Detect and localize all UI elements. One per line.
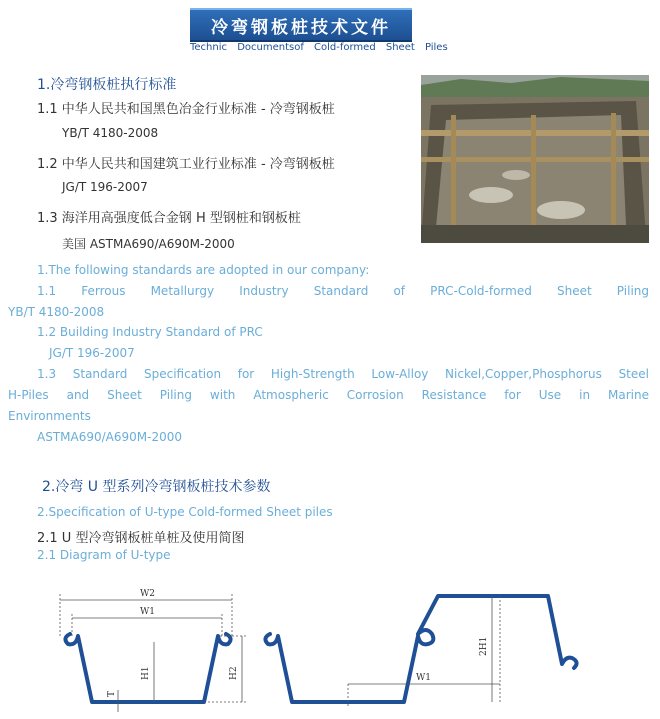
section2-subheading: 2.1 U 型冷弯钢板桩单桩及使用简图: [37, 531, 245, 546]
standard-en-line: ASTMA690/A690M-2000: [37, 430, 183, 444]
standard-en-line: YB/T 4180-2008: [8, 305, 105, 319]
document-title: 冷弯钢板桩技术文件: [190, 8, 412, 42]
standard-en-line: 1.3 Standard Specification for High-Strength Low-Alloy Nickel,Copper,Phosphorus Steel: [37, 367, 649, 381]
standard-item-code: YB/T 4180-2008: [62, 126, 159, 140]
w2-label: W2: [140, 589, 155, 599]
construction-site-photo: [421, 75, 649, 243]
h2-label: H2: [229, 666, 239, 680]
standard-en-line: 1.1 Ferrous Metallurgy Industry Standard of PRC-Cold-formed Sheet Piling: [37, 284, 649, 298]
section1-heading: 1.冷弯钢板桩执行标准: [37, 77, 177, 93]
document-subtitle: Technic Documentsof Cold-formed Sheet Piles: [190, 42, 448, 53]
section2-subheading-en: 2.1 Diagram of U-type: [37, 548, 171, 562]
section2-heading: 2.冷弯 U 型系列冷弯钢板桩技术参数: [42, 479, 271, 495]
standard-en-line: Environments: [8, 409, 91, 423]
h1-label: H1: [141, 666, 151, 680]
standard-item-label: 1.2 中华人民共和国建筑工业行业标准 - 冷弯钢板桩: [37, 157, 335, 172]
standards-intro-en: 1.The following standards are adopted in our company:: [37, 263, 370, 277]
standard-item-code: 美国 ASTMA690/A690M-2000: [62, 237, 235, 251]
standard-item-code: JG/T 196-2007: [62, 180, 148, 194]
two-h1-label: 2H1: [479, 636, 489, 656]
standard-en-line: 1.2 Building Industry Standard of PRC: [37, 325, 263, 339]
standard-en-line: H-Piles and Sheet Piling with Atmospheric Corrosion Resistance for Use in Marine: [8, 388, 649, 402]
w1-right-label: W1: [416, 673, 431, 683]
interlocked-piles-profile: [265, 596, 576, 702]
u-type-pile-diagram: [0, 580, 660, 719]
standard-en-line: JG/T 196-2007: [49, 346, 135, 360]
section2-heading-en: 2.Specification of U-type Cold-formed Sheet piles: [37, 505, 333, 519]
standard-item-label: 1.1 中华人民共和国黑色冶金行业标准 - 冷弯钢板桩: [37, 102, 335, 117]
standard-item-label: 1.3 海洋用高强度低合金钢 H 型钢桩和钢板桩: [37, 211, 301, 226]
w1-label: W1: [140, 607, 155, 617]
t-label: T: [107, 690, 117, 697]
